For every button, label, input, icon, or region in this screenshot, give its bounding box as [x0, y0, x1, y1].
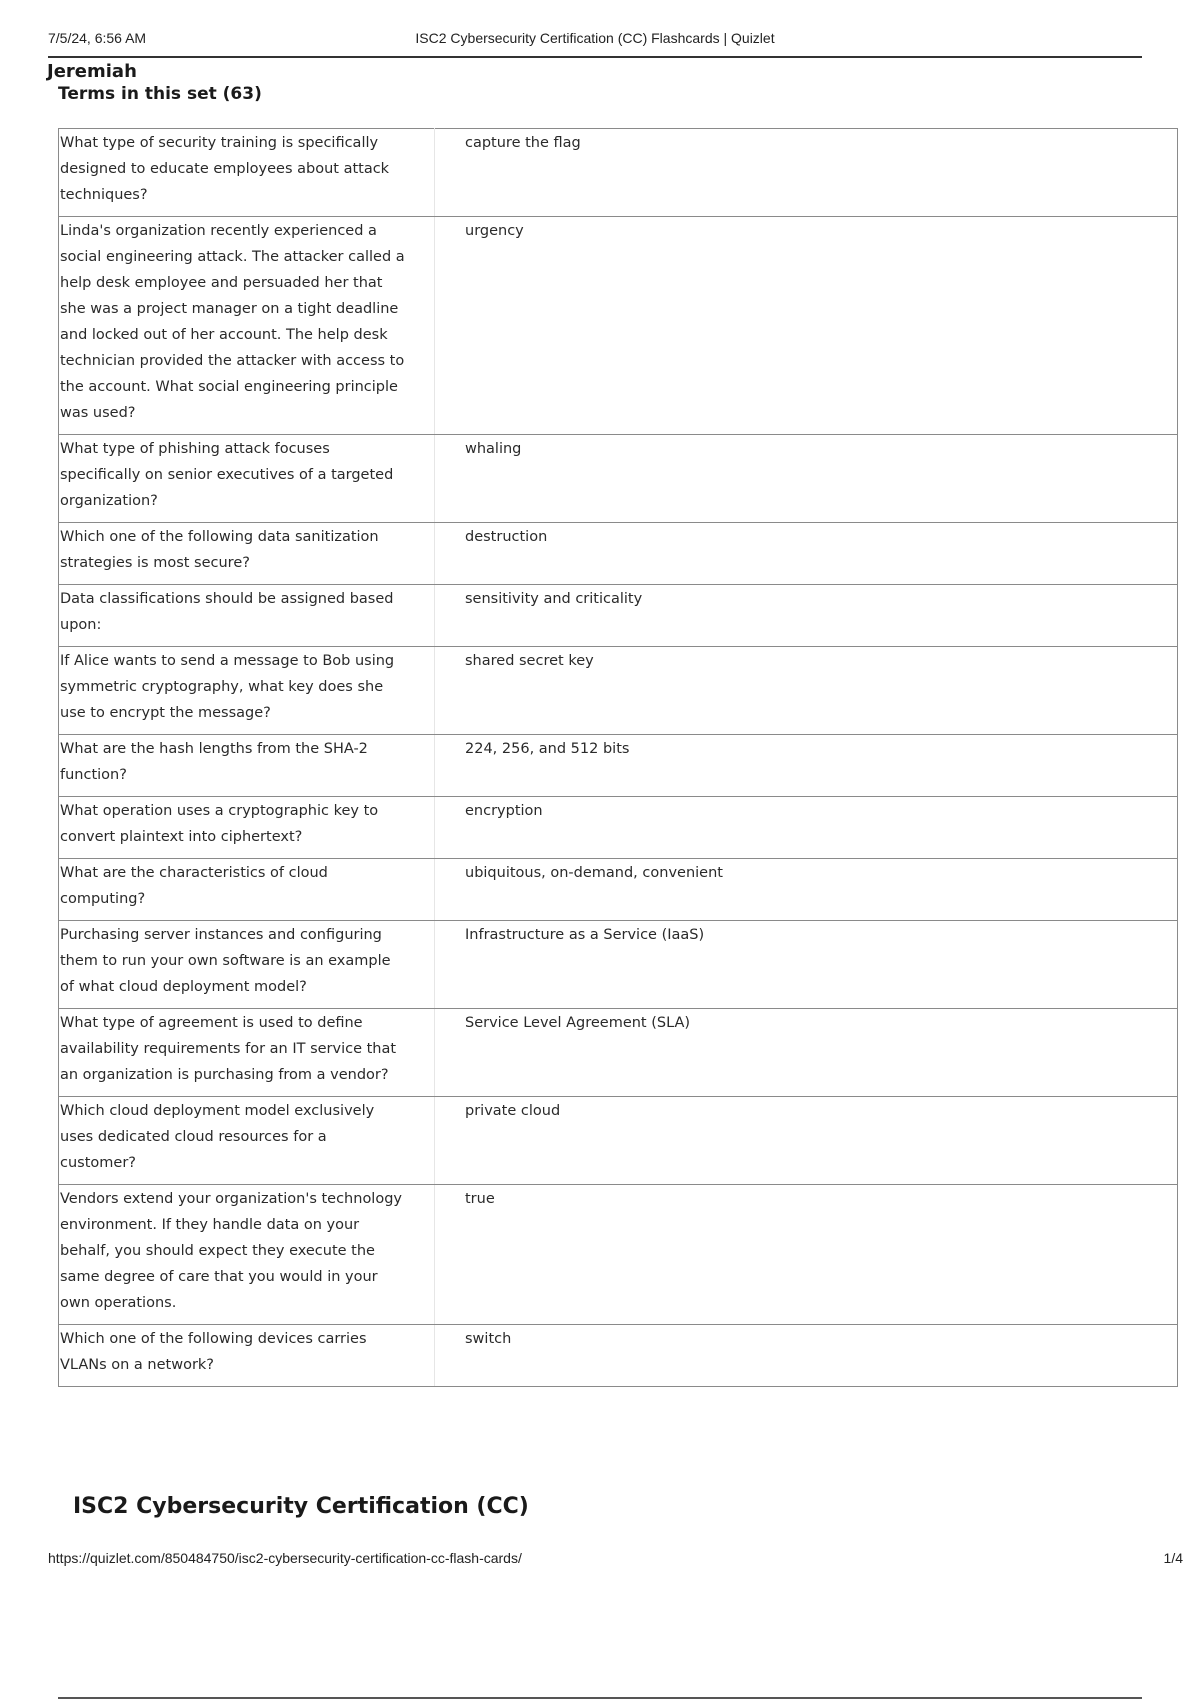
print-footer-url: https://quizlet.com/850484750/isc2-cybersecurity-certification-cc-flash-cards/	[48, 1550, 522, 1566]
definition-text: switch	[435, 1325, 1178, 1387]
definition-text: urgency	[435, 217, 1178, 435]
definition-text: Infrastructure as a Service (IaaS)	[435, 921, 1178, 1009]
term-text: Linda's organization recently experienced a social engineering attack. The attacker called a help desk employee and persuaded her that she was a project manager on a tight deadline and locked out of her account. The help desk technician provided the attacker with access to the account. What social engineering principle was used?	[59, 217, 435, 435]
print-date: 7/5/24, 6:56 AM	[48, 30, 147, 46]
term-text: Data classifications should be assigned based upon:	[59, 585, 435, 647]
term-row	[59, 921, 1178, 1009]
term-text: What are the hash lengths from the SHA-2 function?	[59, 735, 435, 797]
definition-text: Service Level Agreement (SLA)	[435, 1009, 1178, 1097]
terms-table	[58, 128, 1178, 1387]
term-row	[59, 1009, 1178, 1097]
term-text: What operation uses a cryptographic key to convert plaintext into ciphertext?	[59, 797, 435, 859]
term-row	[59, 1325, 1178, 1387]
definition-text: true	[435, 1185, 1178, 1325]
term-row	[59, 217, 1178, 435]
print-page-number: 1/4	[1163, 1550, 1183, 1566]
definition-text: sensitivity and criticality	[435, 585, 1178, 647]
definition-text: ubiquitous, on-demand, convenient	[435, 859, 1178, 921]
term-text: What are the characteristics of cloud computing?	[59, 859, 435, 921]
term-text: What type of phishing attack focuses specifically on senior executives of a targeted organization?	[59, 435, 435, 523]
definition-text: private cloud	[435, 1097, 1178, 1185]
term-row	[59, 797, 1178, 859]
term-text: Which one of the following devices carries VLANs on a network?	[59, 1325, 435, 1387]
definition-text: capture the flag	[435, 129, 1178, 217]
term-text: Purchasing server instances and configuring them to run your own software is an example of what cloud deployment model?	[59, 921, 435, 1009]
term-text: Which cloud deployment model exclusively uses dedicated cloud resources for a customer?	[59, 1097, 435, 1185]
term-row	[59, 735, 1178, 797]
print-page-title: ISC2 Cybersecurity Certification (CC) Flashcards | Quizlet	[415, 30, 775, 46]
term-row	[59, 585, 1178, 647]
term-text: What type of security training is specifically designed to educate employees about attack techniques?	[59, 129, 435, 217]
definition-text: shared secret key	[435, 647, 1178, 735]
term-row	[59, 523, 1178, 585]
definition-text: encryption	[435, 797, 1178, 859]
term-text: If Alice wants to send a message to Bob using symmetric cryptography, what key does she use to encrypt the message?	[59, 647, 435, 735]
author-name[interactable]: Jeremiah	[47, 61, 137, 82]
definition-text: 224, 256, and 512 bits	[435, 735, 1178, 797]
term-row	[59, 129, 1178, 217]
print-header	[48, 28, 1142, 58]
term-row	[59, 435, 1178, 523]
term-row	[59, 1097, 1178, 1185]
page-divider	[58, 1697, 1142, 1699]
term-row	[59, 859, 1178, 921]
term-text: Vendors extend your organization's technology environment. If they handle data on your behalf, you should expect they execute the same degree of care that you would in your own operations.	[59, 1185, 435, 1325]
term-text: Which one of the following data sanitization strategies is most secure?	[59, 523, 435, 585]
term-row	[59, 647, 1178, 735]
definition-text: whaling	[435, 435, 1178, 523]
term-text: What type of agreement is used to define availability requirements for an IT service that an organization is purchasing from a vendor?	[59, 1009, 435, 1097]
terms-heading: Terms in this set (63)	[58, 84, 262, 104]
definition-text: destruction	[435, 523, 1178, 585]
term-row	[59, 1185, 1178, 1325]
set-title: ISC2 Cybersecurity Certification (CC)	[73, 1494, 529, 1519]
